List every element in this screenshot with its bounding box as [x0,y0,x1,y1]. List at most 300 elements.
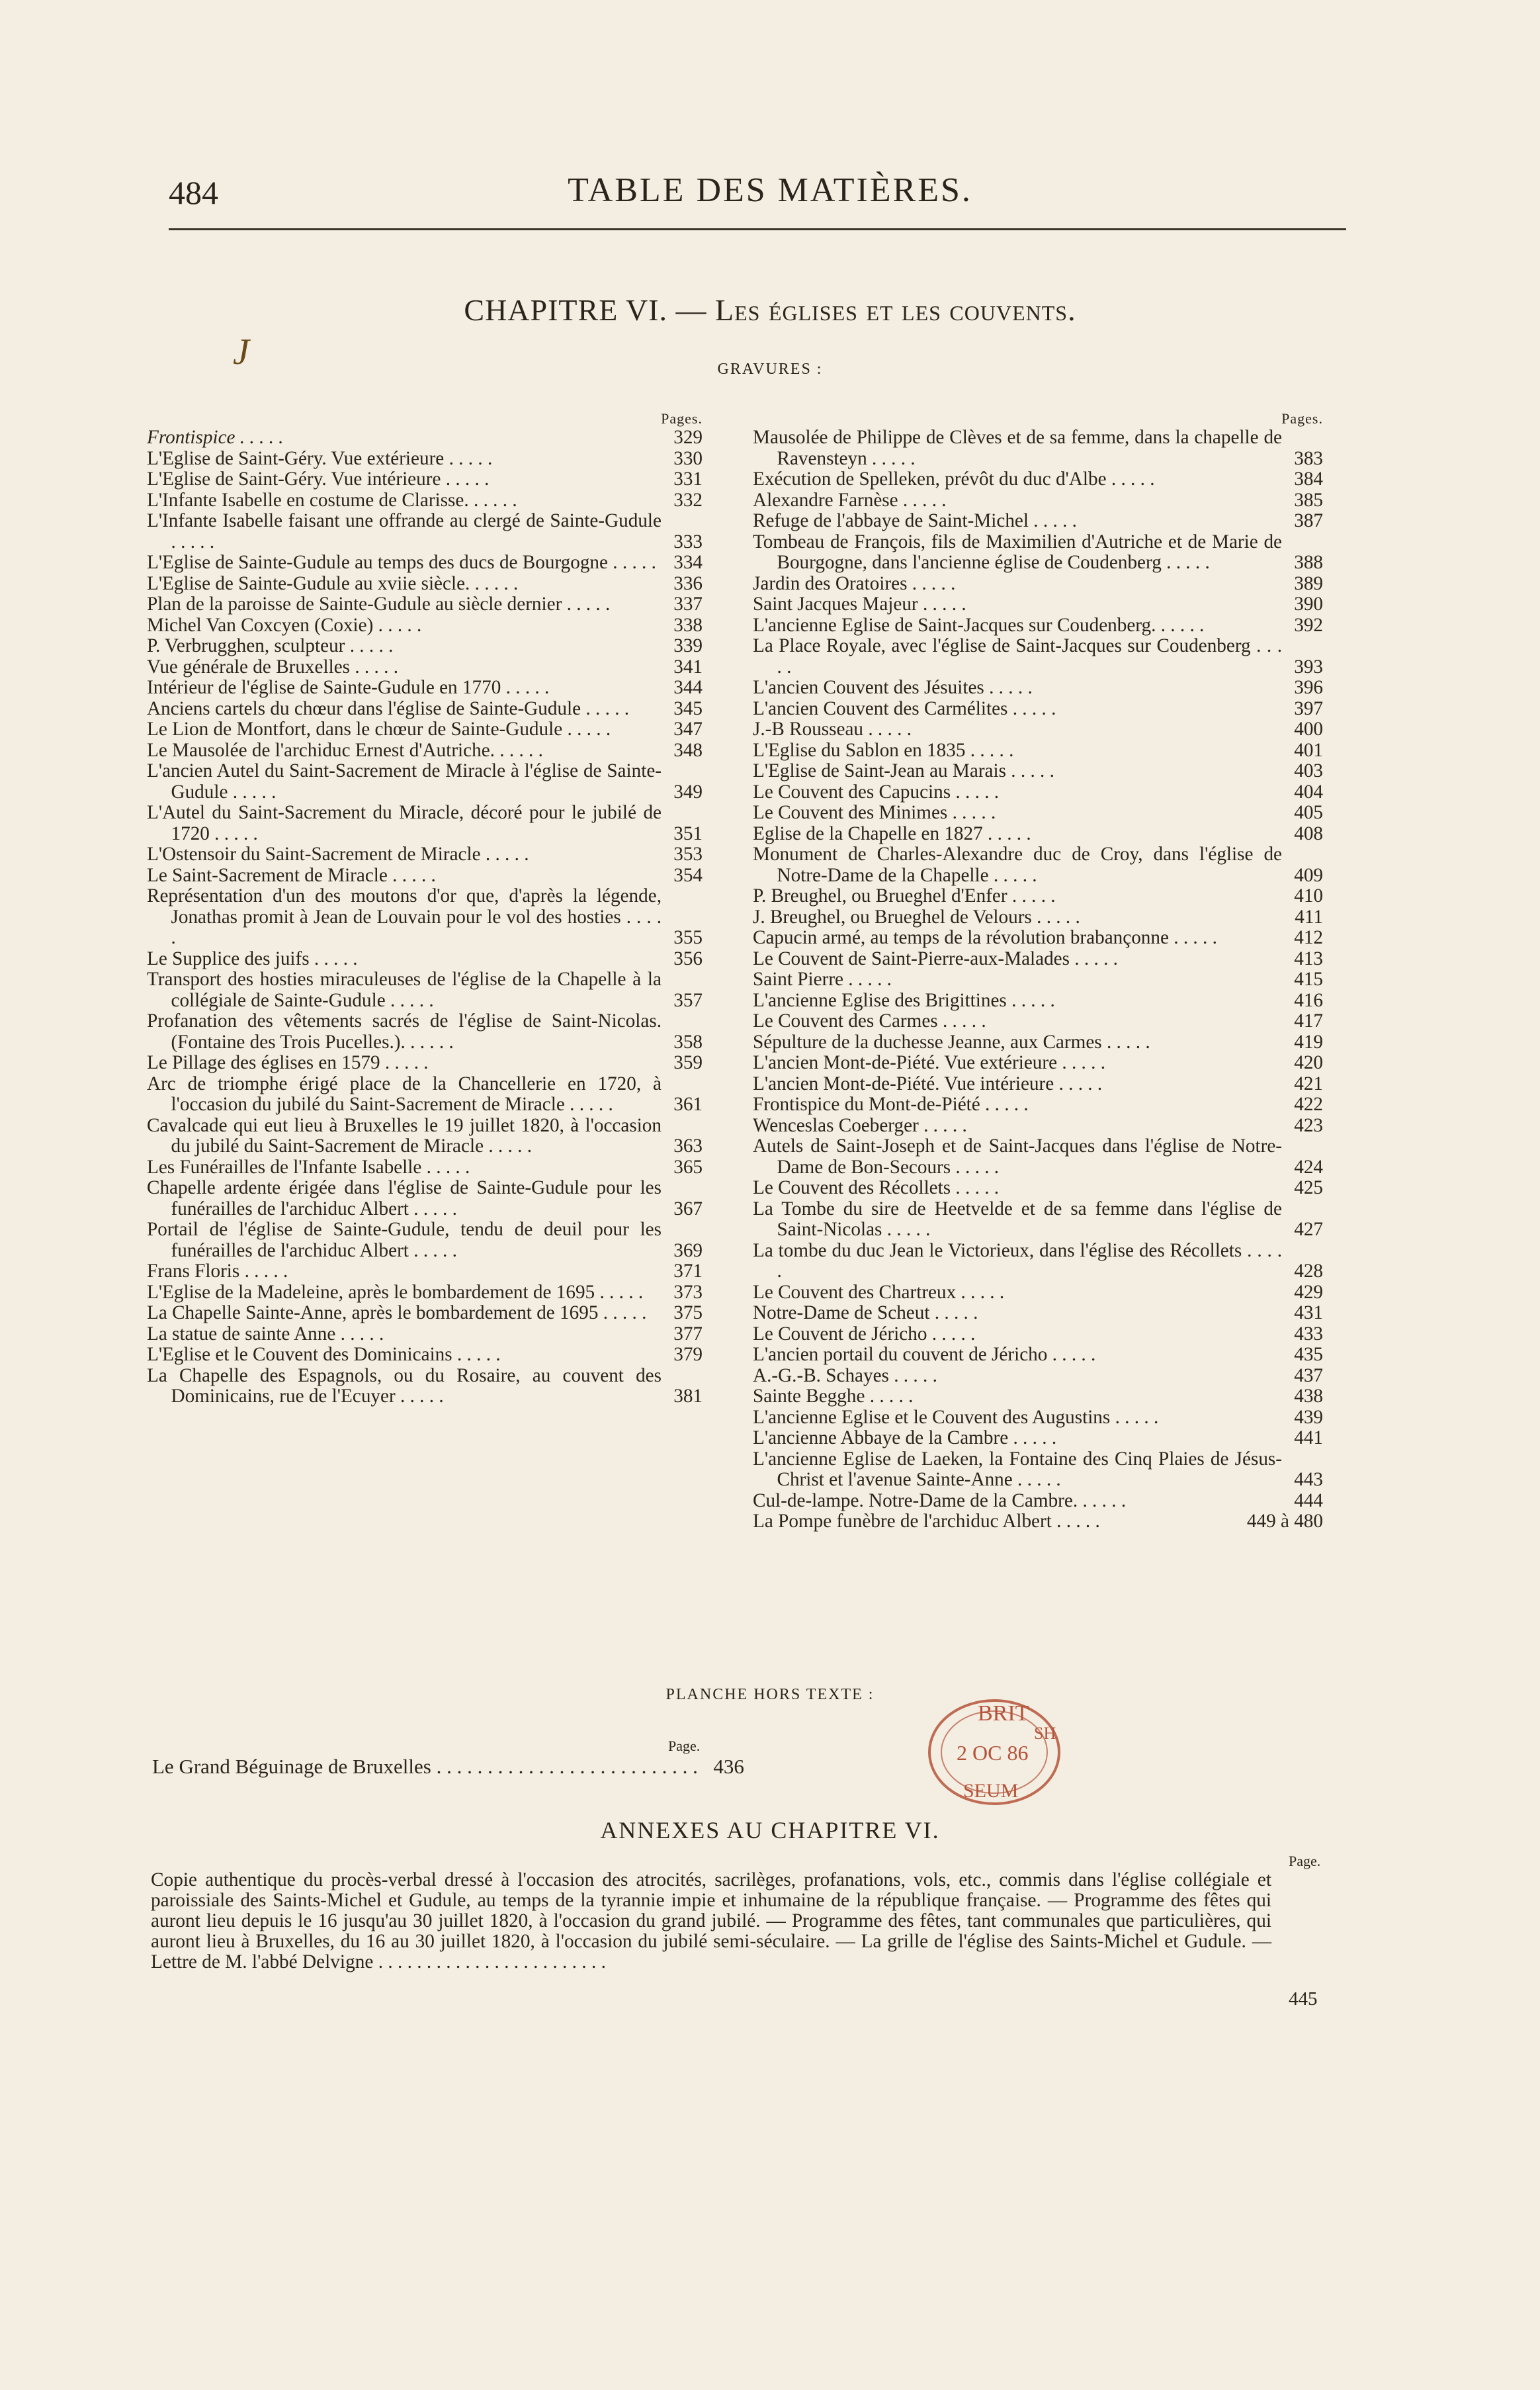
leader-dots: . . . . . [982,822,1031,844]
toc-entry [147,553,703,574]
toc-entry-page: 413 [1294,948,1323,969]
toc-entry-title: L'Autel du Saint-Sacrement du Miracle, décoré pour le jubilé de 1720 . . . . . [147,802,662,844]
toc-entry [753,928,1323,949]
toc-entry [147,511,703,553]
leader-dots: . . . . . [171,531,215,553]
toc-entry-title: La Tombe du sire de Heetvelde et de sa femme dans l'église de Saint-Nicolas . . . . . [753,1198,1282,1240]
toc-entry [147,886,703,949]
toc-right-list [753,427,1323,1532]
leader-dots: . . . . . [1047,1344,1096,1365]
toc-entry-title: L'ancienne Eglise de Saint-Jacques sur Coudenberg. . . . . . [753,614,1205,636]
toc-entry [147,1178,703,1219]
toc-entry-title: Anciens cartels du chœur dans l'église de Sainte-Gudule . . . . . [147,697,630,719]
leader-dots: . . . . . [1007,697,1056,719]
toc-entry [753,886,1323,907]
leader-dots: . . . . . [598,1302,647,1323]
toc-entry-title: La tombe du duc Jean le Victorieux, dans l'église des Récollets . . . . . [753,1239,1283,1282]
toc-entry [147,969,703,1011]
leader-dots: . . . . . [1106,468,1155,490]
toc-entry [147,1282,703,1304]
toc-entry-title: L'Infante Isabelle en costume de Clarisse. . . . . . [147,489,517,511]
toc-entry-title: Le Couvent des Minimes . . . . . [753,802,996,823]
toc-entry-page: 369 [673,1239,703,1261]
leader-dots: . . . . . [468,489,517,511]
toc-entry [147,449,703,470]
toc-entry [147,1345,703,1366]
leader-dots: . . . . . [1051,1511,1100,1532]
toc-entry-title: L'Eglise de Saint-Géry. Vue intérieure . . . . . [147,468,490,490]
planche-entry-title: Le Grand Béguinage de Bruxelles . . . . . . . . . . . . . . . . . . . . . . . . . . [152,1755,698,1778]
toc-entry [753,844,1323,886]
leader-dots: . . . . . [1012,1469,1061,1490]
toc-entry [753,1449,1323,1491]
pages-header-right: Pages. [1281,410,1323,427]
leader-dots: . . . . . [395,1386,444,1407]
toc-entry [147,761,703,803]
toc-entry-title: J. Breughel, ou Brueghel de Velours . . . . . [753,906,1080,928]
toc-entry-title: Tombeau de François, fils de Maximilien d'Autriche et de Marie de Bourgogne, dans l'ancienne église de Coudenberg . . . . . [753,531,1282,573]
toc-entry [147,427,703,449]
leader-dots: . . . . . [408,1198,457,1219]
toc-entry-page: 422 [1294,1094,1323,1115]
leader-dots: . . . . . [452,1344,501,1365]
toc-entry [753,1241,1323,1282]
toc-entry [753,719,1323,740]
toc-entry-page: 419 [1294,1031,1323,1053]
leader-dots: . . . . . [607,552,656,573]
toc-entry [147,469,703,490]
toc-entry-page: 421 [1294,1073,1323,1094]
leader-dots: . . . . . [171,906,662,948]
toc-entry-page: 349 [673,781,703,803]
leader-dots: . . . . . [867,447,916,469]
toc-entry-title: Le Couvent des Capucins . . . . . [753,781,1000,803]
toc-entry [753,1011,1323,1032]
toc-entry [753,1324,1323,1345]
leader-dots: . . . . . [988,864,1037,886]
toc-entry-page: 427 [1294,1219,1323,1240]
toc-entry-page: 425 [1294,1177,1323,1198]
leader-dots: . . . . . [1008,1427,1057,1448]
toc-entry-page: 429 [1294,1281,1323,1303]
toc-entry-page: 435 [1294,1344,1323,1365]
toc-entry-page: 351 [673,822,703,844]
toc-entry-page: 433 [1294,1323,1323,1345]
toc-entry [753,532,1323,574]
toc-entry-title: L'ancienne Abbaye de la Cambre . . . . . [753,1427,1057,1448]
toc-entry-page: 420 [1294,1052,1323,1073]
toc-entry-page: 331 [673,468,703,490]
leader-dots: . . . . . [387,864,436,886]
toc-entry-title: Sainte Begghe . . . . . [753,1386,914,1407]
leader-dots: . . . . . [209,822,258,844]
toc-entry [147,1011,703,1053]
toc-entry-page: 332 [673,489,703,511]
toc-entry-page: 347 [673,719,703,740]
toc-entry-title: L'ancien Mont-de-Piété. Vue intérieure . . . . . [753,1073,1103,1094]
leader-dots: . . . . . [501,677,550,698]
toc-entry-title: Sépulture de la duchesse Jeanne, aux Carmes . . . . . [753,1031,1150,1053]
toc-entry-page: 449 à 480 [1246,1511,1323,1532]
toc-entry [753,1303,1323,1324]
toc-entry-title: L'ancien Autel du Saint-Sacrement de Miracle à l'église de Sainte-Gudule . . . . . [147,760,662,803]
leader-dots: . . . . . [1031,906,1080,928]
toc-entry [753,490,1323,511]
leader-dots: . . . . . [947,802,996,823]
toc-entry [147,719,703,740]
toc-entry [753,1386,1323,1407]
toc-entry-title: Représentation d'un des moutons d'or que, d'après la légende, Jonathas promit à Jean de Louvain pour le vol des hosties . . . . . [147,885,662,948]
toc-entry [147,1116,703,1157]
toc-entry-page: 373 [673,1281,703,1303]
leader-dots: . . . . . [1057,1052,1106,1073]
toc-entry-title: Le Mausolée de l'archiduc Ernest d'Autriche. . . . . . [147,739,543,761]
toc-entry-title: La Pompe funèbre de l'archiduc Albert . . . . . [753,1511,1100,1532]
leader-dots: . . . . . [562,594,611,615]
toc-entry-title: A.-G.-B. Schayes . . . . . [753,1364,937,1386]
toc-entry [147,678,703,699]
leader-dots: . . . . . [405,1031,454,1053]
toc-left-list [147,427,703,1407]
leader-dots: . . . . . [239,1261,288,1282]
toc-entry-page: 371 [673,1261,703,1282]
toc-entry-page: 358 [673,1031,703,1053]
toc-entry-page: 365 [673,1156,703,1178]
toc-entry [147,699,703,720]
leader-dots: . . . . . [984,677,1033,698]
toc-entry [147,803,703,844]
toc-entry [147,1053,703,1074]
toc-entry-page: 410 [1294,885,1323,907]
stamp-text-top: BRIT [978,1701,1029,1726]
toc-entry-title: Cul-de-lampe. Notre-Dame de la Cambre. . . . . . [753,1489,1127,1511]
toc-entry-page: 403 [1294,760,1323,781]
leader-dots: . . . . . [898,489,947,511]
toc-entry-page: 437 [1294,1364,1323,1386]
toc-entry-page: 334 [673,552,703,573]
leader-dots: . . . . . [918,594,966,615]
leader-dots: . . . . . [888,1364,937,1386]
toc-entry [753,469,1323,490]
leader-dots: . . . . . [929,1302,978,1323]
toc-entry-page: 388 [1294,552,1323,573]
toc-entry-page: 387 [1294,510,1323,531]
toc-entry [147,844,703,865]
annexes-page-header: Page. [1289,1853,1321,1869]
leader-dots: . . . . . [235,427,284,448]
toc-entry-page: 392 [1294,614,1323,636]
leader-dots: . . . . . [843,969,892,990]
toc-left-column [147,410,703,1407]
toc-entry-title: Le Lion de Montfort, dans le chœur de Sainte-Gudule . . . . . [147,719,611,740]
toc-entry [753,1074,1323,1095]
toc-entry-title: Vue générale de Bruxelles . . . . . [147,656,398,678]
leader-dots: . . . . . [1054,1073,1103,1094]
annexes-description: Copie authentique du procès-verbal dressé à l'occasion des atrocités, sacrilèges, profanations, vols, etc., commis dans l'église collégiale et paroissiale des Saints-Michel et Gudule, au temps de la tyrannie impie et inhumaine de la république française. — Programme des fêtes qui auront lieu depuis le 16 jusqu'au 30 juillet 1820, à l'occasion du grand jubilé. — Programme des fêtes, tant communales que particulières, qui auront lieu à Bruxelles, du 16 au 30 juillet 1820, à l'occasion du jubilé semi-séculaire. — La grille de l'église des Saints-Michel et Gudule. — Lettre de M. l'abbé Delvigne . . . . . . . . . . . . . . . . . . . . . . . . [151,1869,1271,1972]
toc-entry [147,1303,703,1324]
toc-entry-title: L'Eglise de la Madeleine, après le bombardement de 1695 . . . . . [147,1281,644,1303]
toc-entry [753,1511,1323,1532]
toc-entry-page: 330 [673,447,703,469]
toc-entry-title: La Chapelle Sainte-Anne, après le bombardement de 1695 . . . . . [147,1302,647,1323]
toc-entry-page: 404 [1294,781,1323,803]
toc-entry [753,969,1323,991]
toc-entry-page: 423 [1294,1114,1323,1136]
toc-entry [753,1366,1323,1387]
chapter-title-main: CHAPITRE VI. — [464,293,715,327]
leader-dots: . . . . . [1156,614,1205,636]
toc-entry [753,1491,1323,1512]
leader-dots: . . . . . [309,948,358,969]
toc-entry [753,427,1323,469]
leader-dots: . . . . . [1007,885,1056,907]
toc-entry-page: 416 [1294,989,1323,1011]
toc-entry-title: Les Funérailles de l'Infante Isabelle . . . . . [147,1156,470,1178]
chapter-title-subject: Les églises et les couvents. [715,293,1076,327]
leader-dots: . . . . . [1006,989,1055,1011]
running-title: TABLE DES MATIÈRES. [568,171,972,209]
toc-entry-page: 359 [673,1052,703,1073]
toc-entry [753,803,1323,824]
leader-dots: . . . . . [865,1386,914,1407]
toc-entry [147,865,703,887]
toc-entry [753,699,1323,720]
leader-dots: . . . . . [980,1094,1029,1115]
stamp-text-bottom: SEUM [963,1780,1019,1802]
toc-entry-page: 336 [673,572,703,594]
toc-entry-title: Monument de Charles-Alexandre duc de Croy, dans l'église de Notre-Dame de la Chapelle . . . . . [753,844,1282,886]
leader-dots: . . . . . [951,781,1000,803]
toc-entry-title: L'ancienne Eglise et le Couvent des Augustins . . . . . [753,1406,1159,1428]
toc-entry-title: Intérieur de l'église de Sainte-Gudule en 1770 . . . . . [147,677,550,698]
leader-dots: . . . . . [1078,1489,1127,1511]
toc-entry-page: 389 [1294,572,1323,594]
toc-entry-title: J.-B Rousseau . . . . . [753,719,912,740]
leader-dots: . . . . . [345,635,394,656]
leader-dots: . . . . . [1161,552,1210,573]
leader-dots: . . . . . [562,719,611,740]
toc-entry-title: L'ancienne Eglise de Laeken, la Fontaine des Cinq Plaies de Jésus-Christ et l'avenue Sainte-Anne . . . . . [753,1448,1282,1490]
toc-entry-title: Le Couvent des Récollets . . . . . [753,1177,1000,1198]
toc-entry-title: Notre-Dame de Scheut . . . . . [753,1302,978,1323]
toc-entry-page: 353 [673,844,703,865]
toc-entry-title: L'Infante Isabelle faisant une offrande au clergé de Sainte-Gudule . . . . . [147,510,662,553]
toc-entry [147,594,703,615]
toc-entry-title: Autels de Saint-Joseph et de Saint-Jacques dans l'église de Notre-Dame de Bon-Secours . . . . . [753,1135,1282,1178]
leader-dots: . . . . . [408,1239,457,1261]
toc-entry-title: L'Eglise de Sainte-Gudule au xviie siècle. . . . . . [147,572,519,594]
leader-dots: . . . . . [581,697,630,719]
museum-stamp [905,1686,1077,1818]
toc-entry-title: P. Verbrugghen, sculpteur . . . . . [147,635,394,656]
toc-entry [753,782,1323,803]
leader-dots: . . . . . [907,572,956,594]
toc-entry-page: 439 [1294,1406,1323,1428]
toc-entry-page: 357 [673,989,703,1011]
toc-entry [147,949,703,970]
toc-entry-page: 377 [673,1323,703,1345]
leader-dots: . . . . . [480,844,529,865]
planche-entry-page: 436 [713,1755,744,1778]
toc-entry [753,1199,1323,1241]
toc-entry-title: Le Couvent de Saint-Pierre-aux-Malades . . . . . [753,948,1118,969]
toc-entry-title: Arc de triomphe érigé place de la Chancellerie en 1720, à l'occasion du jubilé du Saint-Sacrement de Miracle . . . . . [147,1073,662,1115]
toc-entry-title: La Chapelle des Espagnols, ou du Rosaire, au couvent des Dominicains, rue de l'Ecuyer . . . . . [147,1364,662,1407]
leader-dots: . . . . . [777,635,1283,678]
planche-page-header: Page. [668,1738,701,1754]
toc-entry-page: 341 [673,656,703,678]
toc-entry-title: La statue de sainte Anne . . . . . [147,1323,384,1345]
toc-entry [753,511,1323,532]
leader-dots: . . . . . [937,1010,986,1032]
toc-entry-title: L'ancien Mont-de-Piété. Vue extérieure . . . . . [753,1052,1106,1073]
toc-entry-title: Capucin armé, au temps de la révolution brabançonne . . . . . [753,927,1217,948]
toc-entry-page: 415 [1294,969,1323,990]
toc-entry-page: 329 [673,427,703,448]
toc-entry-title: Saint Pierre . . . . . [753,969,892,990]
page-number: 484 [169,174,218,211]
toc-entry-page: 444 [1294,1489,1323,1511]
toc-entry [147,1074,703,1116]
toc-entry-page: 408 [1294,822,1323,844]
leader-dots: . . . . . [1110,1406,1159,1428]
toc-entry [147,1261,703,1282]
toc-entry-title: Frans Floris . . . . . [147,1261,288,1282]
toc-entry-page: 396 [1294,677,1323,698]
toc-entry-title: Jardin des Oratoires . . . . . [753,572,956,594]
toc-entry-page: 411 [1295,906,1323,928]
toc-entry-title: L'ancienne Eglise des Brigittines . . . . . [753,989,1055,1011]
toc-entry-page: 344 [673,677,703,698]
toc-entry-title: Le Supplice des juifs . . . . . [147,948,358,969]
leader-dots: . . . . . [350,656,398,678]
leader-dots: . . . . . [484,1135,532,1157]
toc-entry [753,1282,1323,1304]
toc-entry-title: Transport des hosties miraculeuses de l'église de la Chapelle à la collégiale de Sainte-Gudule . . . . . [147,969,662,1011]
toc-entry-page: 338 [673,614,703,636]
toc-entry-page: 381 [673,1386,703,1407]
pencil-margin-mark: J [233,332,249,373]
toc-entry-title: Refuge de l'abbaye de Saint-Michel . . . . . [753,510,1077,531]
toc-entry-title: Le Couvent de Jéricho . . . . . [753,1323,976,1345]
toc-entry [753,1094,1323,1116]
leader-dots: . . . . . [421,1156,470,1178]
toc-entry-page: 390 [1294,594,1323,615]
toc-entry [753,1178,1323,1199]
leader-dots: . . . . . [965,739,1014,761]
toc-entry-title: L'Eglise de Saint-Géry. Vue extérieure . . . . . [147,447,493,469]
toc-entry-title: Portail de l'église de Sainte-Gudule, tendu de deuil pour les funérailles de l'archiduc Albert . . . . . [147,1219,662,1261]
toc-entry-title: L'ancien portail du couvent de Jéricho . . . . . [753,1344,1096,1365]
toc-entry-title: P. Breughel, ou Brueghel d'Enfer . . . . . [753,885,1056,907]
toc-entry [753,761,1323,782]
toc-entry-page: 355 [673,927,703,948]
toc-entry-title: Saint Jacques Majeur . . . . . [753,594,966,615]
toc-entry-page: 356 [673,948,703,969]
toc-entry [753,1428,1323,1449]
toc-entry-title: Exécution de Spelleken, prévôt du duc d'Albe . . . . . [753,468,1155,490]
stamp-date: 2 OC 86 [957,1741,1029,1765]
toc-entry-page: 401 [1294,739,1323,761]
toc-entry-page: 428 [1294,1261,1323,1282]
toc-entry-page: 384 [1294,468,1323,490]
toc-entry-page: 438 [1294,1386,1323,1407]
toc-entry [753,1053,1323,1074]
leader-dots: . . . . . [1070,948,1118,969]
toc-entry-title: Le Saint-Sacrement de Miracle . . . . . [147,864,436,886]
toc-entry [147,1219,703,1261]
toc-entry [753,991,1323,1012]
toc-entry-title: L'Eglise de Sainte-Gudule au temps des ducs de Bourgogne . . . . . [147,552,656,573]
toc-entry [147,615,703,637]
leader-dots: . . . . . [373,614,422,636]
toc-entry-page: 405 [1294,802,1323,823]
toc-entry [147,1157,703,1178]
toc-entry [147,1324,703,1345]
toc-entry [753,678,1323,699]
leader-dots: . . . . . [470,572,519,594]
toc-entry [753,824,1323,845]
toc-entry-page: 397 [1294,697,1323,719]
toc-entry-title: Le Couvent des Carmes . . . . . [753,1010,986,1032]
gravures-label: GRAVURES : [717,361,823,378]
toc-entry-page: 337 [673,594,703,615]
toc-entry-page: 367 [673,1198,703,1219]
toc-entry [753,594,1323,615]
toc-entry-page: 348 [673,739,703,761]
toc-entry-title: Frontispice du Mont-de-Piété . . . . . [753,1094,1029,1115]
toc-entry [753,1407,1323,1429]
leader-dots: . . . . . [951,1177,1000,1198]
toc-entry-page: 375 [673,1302,703,1323]
annexes-page: 445 [1289,1988,1318,2010]
toc-entry-page: 409 [1294,864,1323,886]
leader-dots: . . . . . [494,739,543,761]
leader-dots: . . . . . [863,719,912,740]
leader-dots: . . . . . [1028,510,1077,531]
toc-entry [147,574,703,595]
toc-entry-title: Le Couvent des Chartreux . . . . . [753,1281,1005,1303]
toc-entry [753,1032,1323,1053]
toc-entry-page: 383 [1294,447,1323,469]
toc-entry-title: L'Eglise du Sablon en 1835 . . . . . [753,739,1014,761]
leader-dots: . . . . . [335,1323,384,1345]
toc-entry-title: Eglise de la Chapelle en 1827 . . . . . [753,822,1031,844]
toc-entry [753,1116,1323,1137]
toc-entry-title: Cavalcade qui eut lieu à Bruxelles le 19 juillet 1820, à l'occasion du jubilé du Saint-Sacrement de Miracle . . . . . [147,1114,662,1157]
toc-entry-title: Frontispice . . . . . [147,427,284,448]
toc-right-column [753,410,1323,1532]
toc-entry-title: Le Pillage des églises en 1579 . . . . . [147,1052,429,1073]
toc-entry [753,636,1323,678]
leader-dots: . . . . . [380,1052,429,1073]
toc-entry-page: 363 [673,1135,703,1157]
leader-dots: . . . . . [927,1323,976,1345]
toc-entry-title: Wenceslas Coeberger . . . . . [753,1114,967,1136]
leader-dots: . . . . . [918,1114,967,1136]
toc-entry [753,574,1323,595]
toc-entry-page: 441 [1294,1427,1323,1448]
toc-entry-page: 431 [1294,1302,1323,1323]
toc-entry-title: La Place Royale, avec l'église de Saint-Jacques sur Coudenberg . . . . . [753,635,1283,678]
leader-dots: . . . . . [951,1156,1000,1178]
annexes-title: ANNEXES AU CHAPITRE VI. [600,1817,940,1843]
planche-label: PLANCHE HORS TEXTE : [665,1686,875,1703]
toc-entry-title: Plan de la paroisse de Sainte-Gudule au siècle dernier . . . . . [147,594,611,615]
leader-dots: . . . . . [564,1094,613,1115]
leader-dots: . . . . . [1005,760,1054,781]
toc-entry [147,1366,703,1407]
